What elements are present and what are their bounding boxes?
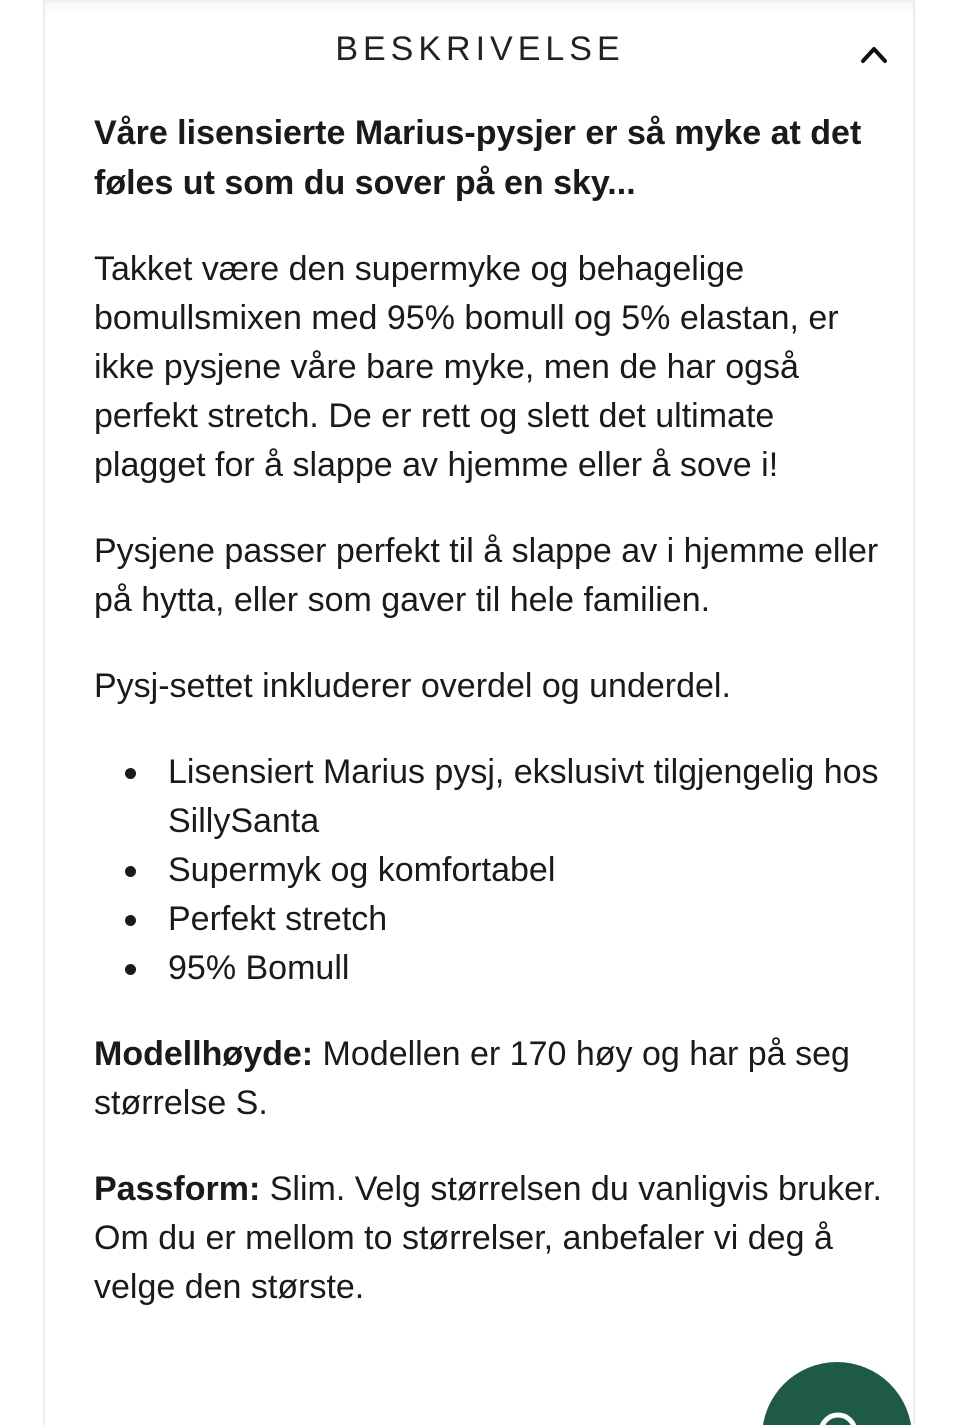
description-paragraph: Pysj-settet inkluderer overdel og underdel. — [94, 667, 731, 705]
chat-search-icon — [810, 1404, 870, 1425]
description-paragraph: Pysjene passer perfekt til å slappe av i hjemme eller på hytta, eller som gaver til hele familien. — [94, 532, 879, 619]
fit-info — [94, 1165, 884, 1312]
feature-item: Perfekt stretch — [168, 895, 884, 944]
section-title[interactable]: BESKRIVELSE — [335, 30, 625, 68]
feature-item: Supermyk og komfortabel — [168, 846, 884, 895]
description-content — [94, 108, 884, 1349]
model-height-info — [94, 1030, 884, 1128]
model-height-text: Modellen er 170 høy og har på seg størrelse S. — [94, 1035, 850, 1122]
feature-item: 95% Bomull — [168, 944, 884, 993]
feature-list — [94, 748, 884, 993]
fit-text: Slim. Velg størrelsen du vanligvis bruker. Om du er mellom to størrelser, anbefaler vi deg å velge den største. — [94, 1170, 882, 1306]
feature-item: Lisensiert Marius pysj, ekslusivt tilgjengelig hos SillySanta — [168, 748, 884, 846]
model-height-label: Modellhøyde: — [94, 1035, 314, 1073]
fit-label: Passform: — [94, 1170, 261, 1208]
chevron-up-icon[interactable] — [858, 40, 890, 68]
description-paragraph: Takket være den supermyke og behagelige bomullsmixen med 95% bomull og 5% elastan, er ikke pysjene våre bare myke, men de har også perfekt stretch. De er rett og slett det ultimate plagget for å slappe av hjemme eller å sove i! — [94, 250, 839, 484]
description-lead: Våre lisensierte Marius-pysjer er så myke at det føles ut som du sover på en sky... — [94, 114, 862, 202]
